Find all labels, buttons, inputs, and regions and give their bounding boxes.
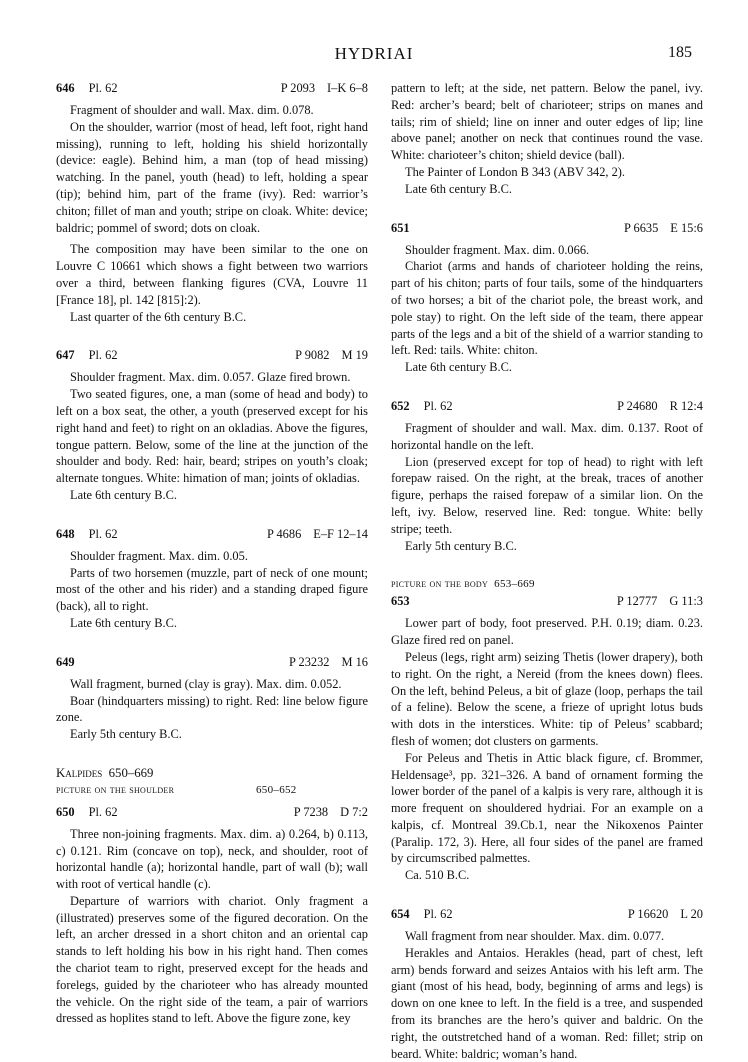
entry-650-continuation: pattern to left; at the side, net pattern. Below the panel, ivy. Red: archer’s beard; belt of charioteer; strips on manes and tails; rim of shield; line on inner and outer edges of lip; line above panel; another on neck that continues round the vase. White: charioteer’s chiton; shield device (ball). [391, 81, 703, 163]
right-column [391, 80, 703, 1062]
entry-650-header [56, 804, 368, 821]
entry-653-description: Lower part of body, foot preserved. P.H. 0.19; diam. 0.23. Glaze fired red on panel. [391, 616, 703, 648]
entry-653-header [391, 593, 703, 610]
entry-number: 652 [391, 398, 410, 413]
subsection-heading [391, 576, 703, 593]
grid-ref: D 7:2 [340, 804, 368, 819]
page-number: 185 [668, 44, 692, 61]
entry-653-subject: Peleus (legs, right arm) seizing Thetis (lower drapery), both to right. On the right, a Nereid (from the knees down) flees. On the left, behind Peleus, a bit of glaze (loop, perhaps the tail of a feline). Below the scene, a frieze of upright lotus buds with dots in the interstices. White: tip of Peleus’ scabbard; flesh of women; dot clusters on garments. [391, 649, 703, 748]
entry-646-description: Fragment of shoulder and wall. Max. dim. 0.078. [70, 103, 314, 117]
entry-650-attribution: The Painter of London B 343 (ABV 342, 2). [405, 164, 626, 179]
entry-number: 646 [56, 81, 75, 95]
entry-648-description: Shoulder fragment. Max. dim. 0.05. [70, 548, 248, 563]
inventory-number: P 16620 [627, 907, 669, 922]
entry-653-commentary: For Peleus and Thetis in Attic black figure, cf. Brommer, Heldensage³, pp. 321–326. A band of ornament forming the lower border of the panel of a kalpis is very rare, although it is more frequent on shouldered hydriai. For an example on a kalpis, cf. Montreal 39.Cb.1, near the Nikoxenos Painter (Paralip. 172, 3). Here, all four sides of the panel are framed by circumscribed palmettes. [391, 750, 703, 866]
entry-number: 649 [56, 654, 75, 669]
entry-649-header [56, 654, 368, 671]
entry-number: 650 [56, 804, 75, 819]
subsection-title: picture on the shoulder [56, 783, 175, 796]
entry-646-date: Last quarter of the 6th century B.C. [70, 309, 247, 324]
grid-ref: L 20 [680, 907, 703, 922]
entry-651-subject: Chariot (arms and hands of charioteer holding the reins, part of his chiton; parts of four tails, some of the hindquarters of two horses; a bit of the chariot pole, the breast work, and pole stay) to right. On the left side of the team, there appear parts of the legs and a bit of the shield of a warrior standing to left. Red: tails. White: chiton. [391, 259, 703, 358]
entry-651-description: Shoulder fragment. Max. dim. 0.066. [405, 242, 590, 257]
plate-ref: Pl. 62 [88, 526, 118, 541]
entry-653-date: Ca. 510 B.C. [405, 868, 470, 883]
plate-ref: Pl. 62 [88, 348, 118, 363]
inventory-number: P 7238 [293, 804, 329, 819]
entry-654-header [391, 906, 703, 923]
entry-646-subject: On the shoulder, warrior (most of head, left foot, right hand missing), running to left, holding his shield horizontally (device: eagle). Behind him, a man (top of head missing) watching. In the panel, youth (head) to left, holding a spear (tip); behind him, part of the frame (ivy). Red: warrior’s chiton; fillet of man and youth; stripe on cloak. White: device; baldric; pommel of sword; dots on cloak. [56, 119, 368, 235]
entry-646-header [56, 80, 368, 97]
entry-651-date: Late 6th century B.C. [405, 360, 513, 375]
inventory-number: P 2093 [280, 81, 316, 95]
entry-652-subject: Lion (preserved except for top of head) to right with left forepaw raised. On the right, at the break, traces of another figure, perhaps the raised forepaw of a similar lion. On the left, ivy. Below, reserved line. Red: tongue. White: belly stripe; teeth. [391, 454, 703, 536]
grid-ref: R 12:4 [669, 398, 703, 413]
entry-649-description: Wall fragment, burned (clay is gray). Max. dim. 0.052. [70, 676, 342, 691]
entry-647-header [56, 347, 368, 364]
entry-647-description: Shoulder fragment. Max. dim. 0.057. Glaze fired brown. [70, 370, 351, 385]
entry-650-date: Late 6th century B.C. [405, 181, 513, 196]
entry-648-subject: Parts of two horsemen (muzzle, part of neck of one mount; most of the other and his rider) and a standing draped figure (back), all to right. [56, 565, 368, 614]
section-title: Kalpides [56, 765, 103, 780]
grid-ref: E 15:6 [670, 220, 703, 235]
entry-number: 654 [391, 907, 410, 922]
subsection-heading [56, 782, 368, 799]
grid-ref: M 19 [341, 348, 368, 363]
entry-648-date: Late 6th century B.C. [70, 615, 178, 630]
plate-ref: Pl. 62 [423, 398, 453, 413]
entry-652-description: Fragment of shoulder and wall. Max. dim. 0.137. Root of horizontal handle on the left. [391, 420, 703, 452]
entry-647-subject: Two seated figures, one, a man (some of head and body) to left on a box seat, the other, a youth (preserved except for his right hand and feet) to right on an okladias. Above the figures, tongue pattern. Below, some of the line at the junction of the shoulder and body. Red: hair, beard; stripes on youth’s cloak; alternate tongues. White: himation of man; joints of okladias. [56, 387, 368, 486]
inventory-number: P 6635 [623, 220, 659, 235]
section-range: 650–669 [108, 765, 154, 780]
running-title: HYDRIAI [334, 44, 414, 63]
grid-ref: I–K 6–8 [327, 81, 368, 95]
entry-647-date: Late 6th century B.C. [70, 487, 178, 502]
plate-ref: Pl. 62 [88, 804, 118, 819]
inventory-number: P 4686 [266, 526, 302, 541]
plate-ref: Pl. 62 [88, 81, 118, 95]
entry-649-subject: Boar (hindquarters missing) to right. Red: line below figure zone. [56, 693, 368, 725]
grid-ref: G 11:3 [669, 594, 703, 609]
left-column [56, 80, 368, 1027]
grid-ref: M 16 [341, 654, 368, 669]
entry-650-subject: Departure of warriors with chariot. Only fragment a (illustrated) preserves some of the figured decoration. On the left, an archer dressed in a short chiton and an oriental cap stands to left holding his bow in his right hand. Then comes the chariot team to right, preserved except for the heads and forelegs, guided by the charioteer who has already mounted the vehicle. On the right side of the team, a pair of warriors dressed as hoplites stand to left. Above the figure zone, key [56, 893, 368, 1026]
entry-648-header [56, 526, 368, 543]
entry-654-description: Wall fragment from near shoulder. Max. dim. 0.077. [405, 929, 665, 944]
entry-number: 647 [56, 348, 75, 363]
plate-ref: Pl. 62 [423, 907, 453, 922]
section-heading [56, 765, 368, 782]
entry-649-date: Early 5th century B.C. [70, 727, 182, 742]
inventory-number: P 12777 [616, 594, 658, 609]
page-header [56, 44, 692, 66]
entry-652-date: Early 5th century B.C. [405, 538, 517, 553]
entry-651-header [391, 220, 703, 237]
subsection-range: 653–669 [494, 578, 535, 591]
subsection-title: picture on the body [391, 578, 489, 591]
inventory-number: P 23232 [288, 654, 330, 669]
entry-652-header [391, 398, 703, 415]
inventory-number: P 24680 [617, 398, 658, 413]
entry-646-comparison: The composition may have been similar to the one on Louvre C 10661 which shows a fight between two warriors over a third, between flanking figures (CVA, Louvre 11 [France 18], pl. 142 [815]:2). [56, 242, 368, 307]
entry-number: 651 [391, 220, 410, 235]
subsection-range: 650–652 [256, 783, 297, 796]
inventory-number: P 9082 [295, 348, 330, 363]
entry-number: 653 [391, 594, 410, 609]
entry-number: 648 [56, 526, 75, 541]
entry-654-subject: Herakles and Antaios. Herakles (head, part of chest, left arm) bends forward and seizes Antaios with his left arm. The giant (most of his head, body, beginning of arms and legs) is down on one knee to left. In the field is a tree, and suspended from its branches are the hero’s quiver and baldric. On the right, the outstretched hand of a woman. Red: fillet; strip on beard. White: baldric; woman’s hand. [391, 945, 703, 1061]
grid-ref: E–F 12–14 [313, 526, 368, 541]
entry-650-description: Three non-joining fragments. Max. dim. a) 0.264, b) 0.113, c) 0.121. Rim (concave on top), neck, and shoulder, root of horizontal handle (a); horizontal handle, part of wall (b); wall with root of vertical handle (c). [56, 826, 368, 892]
